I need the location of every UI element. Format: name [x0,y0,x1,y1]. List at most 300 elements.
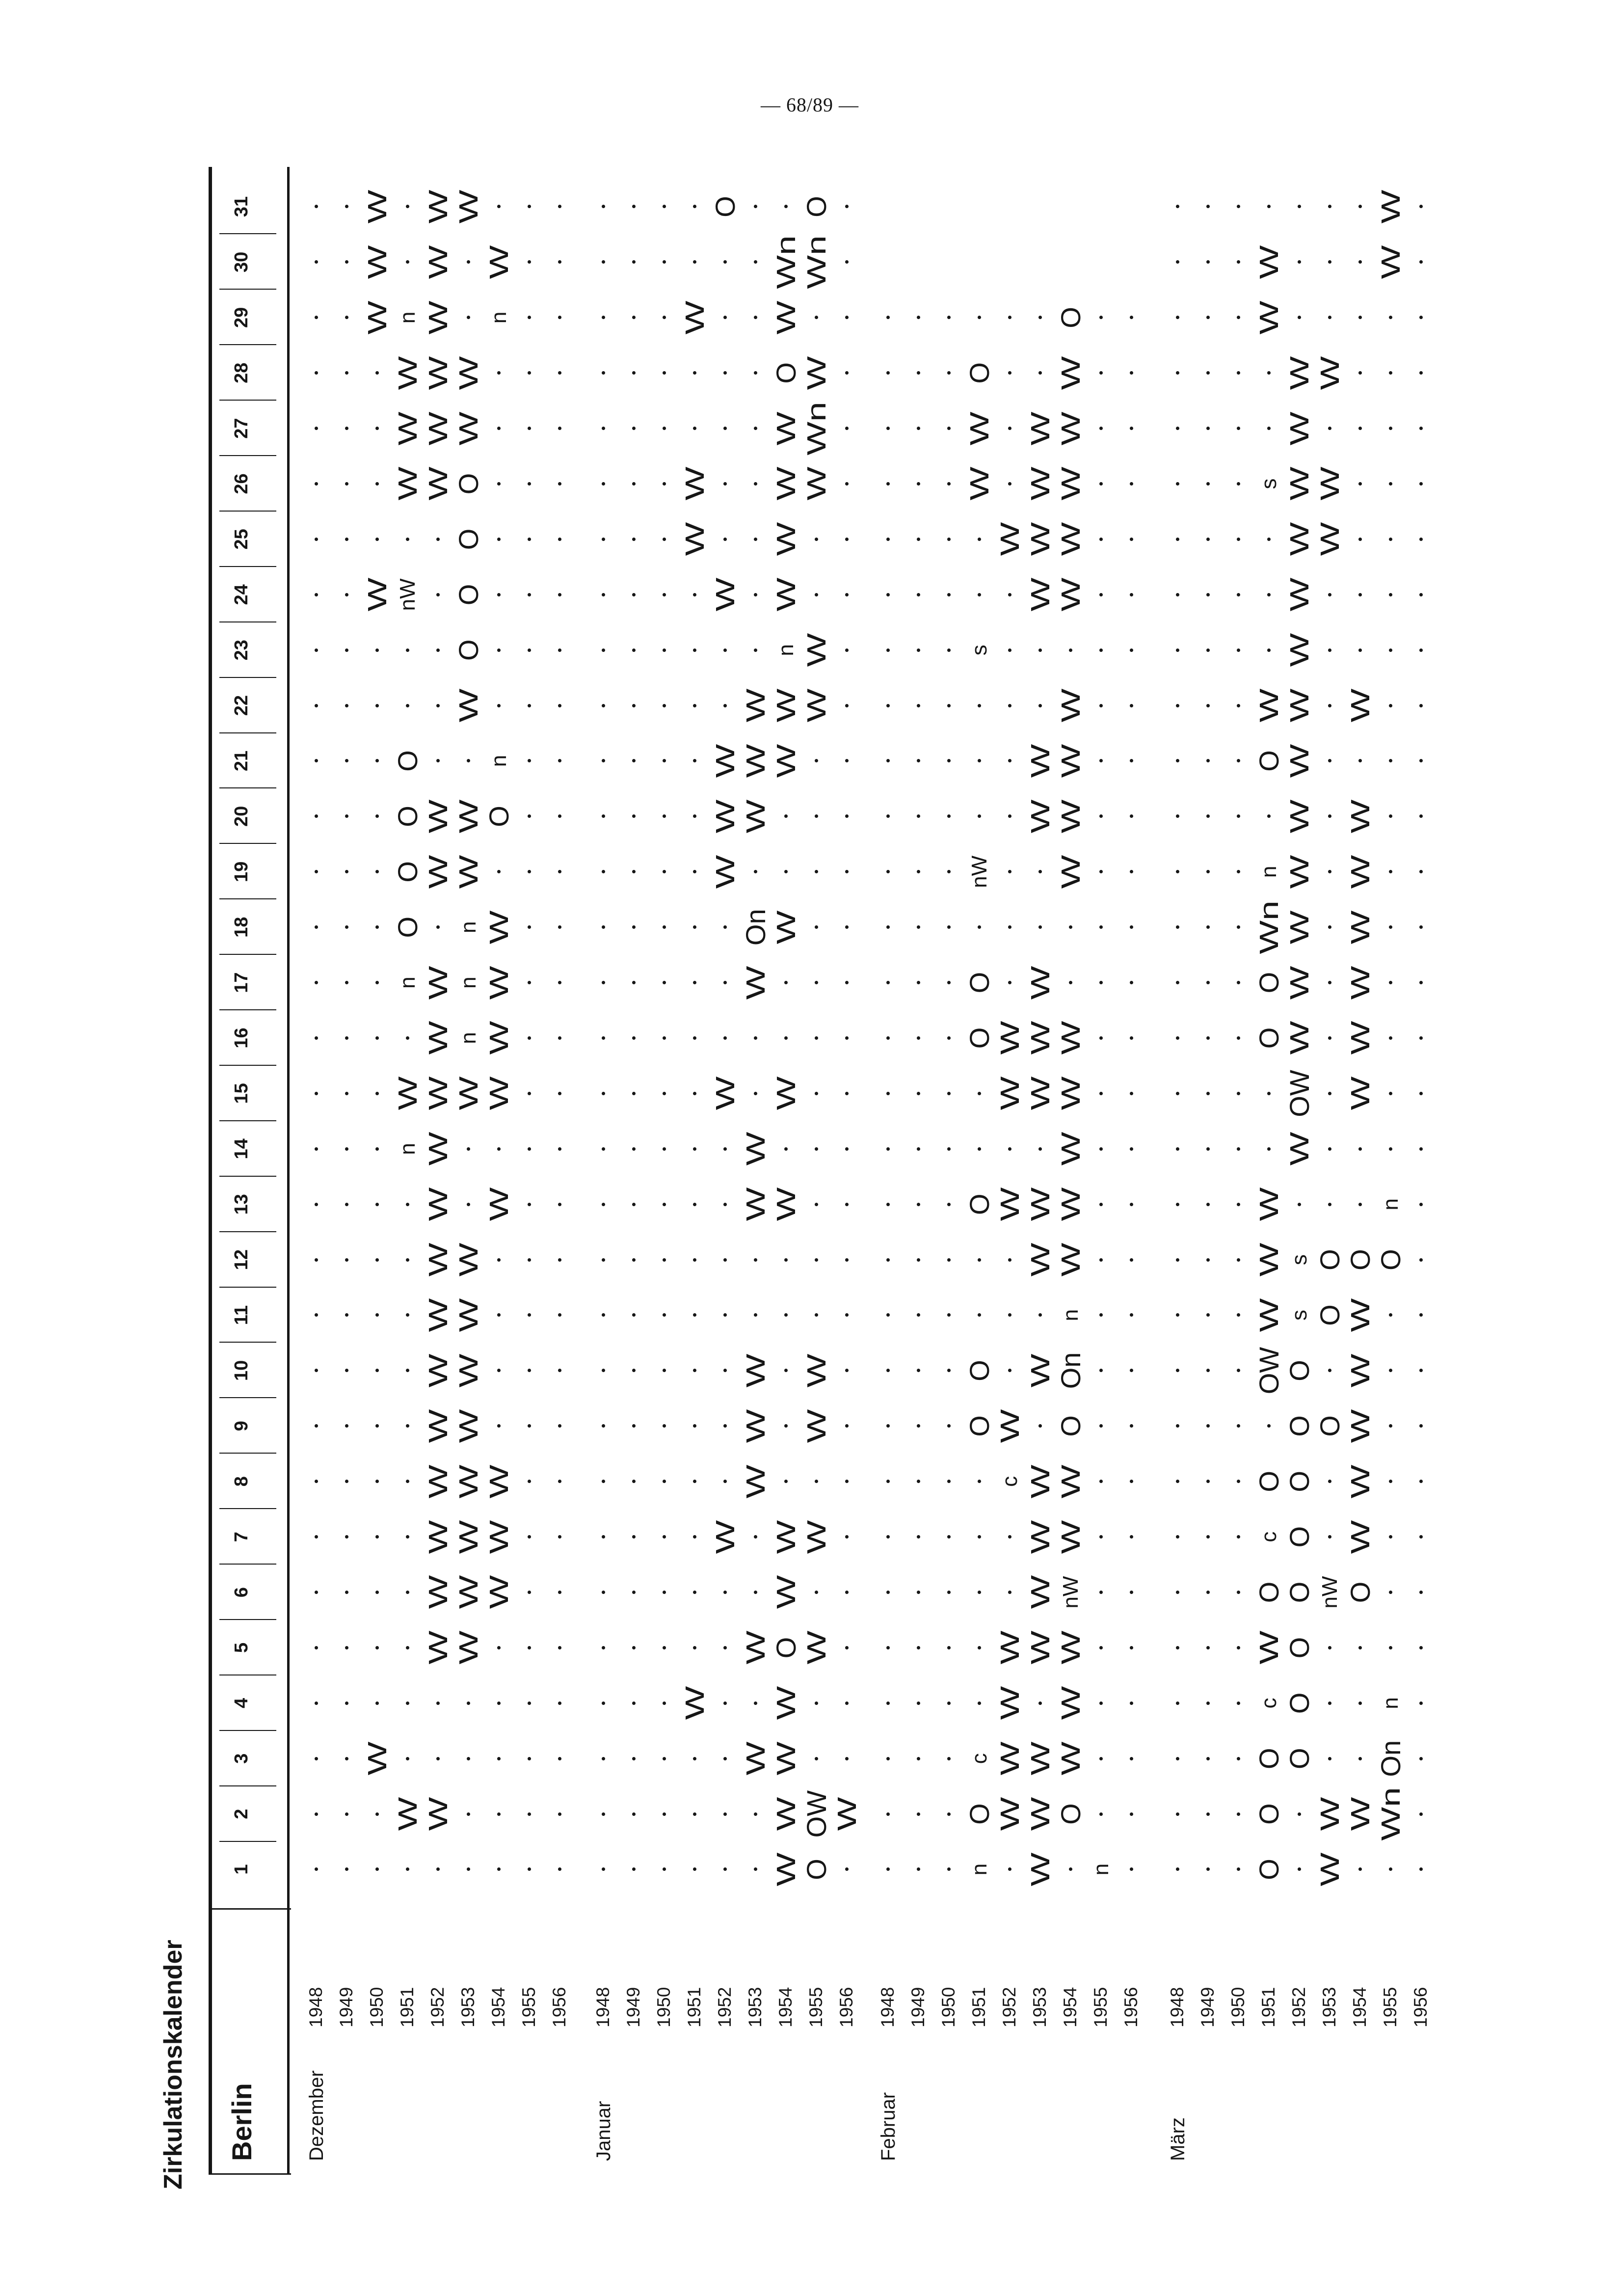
empty-day-dot [1206,1812,1210,1816]
empty-day-dot [754,1314,757,1317]
empty-day-dot [845,1702,849,1705]
empty-day-dot [1267,1092,1271,1095]
calendar-title: Zirkulationskalender [159,1940,187,2189]
empty-day-dot [406,648,409,652]
empty-day-dot [917,427,920,430]
empty-day-dot [1176,1868,1179,1871]
circulation-type-symbol: W [424,1187,453,1221]
day-number-header: 27 [231,418,252,439]
circulation-type-symbol: O [483,806,514,827]
circulation-type-symbol: W [1285,633,1314,667]
empty-day-dot [528,205,531,209]
empty-day-dot [558,593,561,596]
day-number-header: 19 [231,861,252,882]
circulation-type-symbol: O [1284,1470,1315,1492]
empty-day-dot [663,1868,666,1871]
empty-day-dot [917,316,920,319]
year-label: 1951 [1258,1987,1278,2027]
empty-day-dot [947,482,951,486]
empty-day-dot [663,205,666,209]
empty-day-dot [1008,316,1011,319]
empty-day-dot [558,1757,561,1760]
empty-day-dot [723,1868,727,1871]
circulation-type-symbol: W [1056,577,1086,612]
empty-day-dot [1237,482,1240,486]
circulation-type-symbol: W [995,1797,1025,1831]
empty-day-dot [1206,1868,1210,1871]
circulation-type-symbol: W [680,522,710,556]
empty-day-dot [1069,925,1072,929]
empty-day-dot [663,1812,666,1816]
empty-day-dot [528,648,531,652]
empty-day-dot [1130,1369,1133,1372]
empty-day-dot [947,1092,951,1095]
circulation-type-symbol: W [454,1409,483,1443]
empty-day-dot [406,1702,409,1705]
empty-day-dot [917,1203,920,1206]
empty-day-dot [663,1591,666,1594]
empty-day-dot [602,593,605,596]
circulation-type-symbol: W [1056,356,1086,390]
empty-day-dot [1176,1535,1179,1539]
empty-day-dot [345,1424,348,1428]
day-header-separator [219,455,276,456]
circulation-type-symbol: W [1285,910,1314,945]
empty-day-dot [917,1258,920,1262]
circulation-type-symbol: O [964,1193,995,1215]
circulation-type-symbol: W [711,855,740,889]
empty-day-dot [1389,1314,1392,1317]
empty-day-dot [497,1812,501,1816]
empty-day-dot [1389,538,1392,541]
empty-day-dot [1389,1868,1392,1871]
empty-day-dot [784,1258,788,1262]
circulation-type-symbol: W [1254,300,1284,335]
empty-day-dot [497,1868,501,1871]
empty-day-dot [754,427,757,430]
empty-day-dot [723,1591,727,1594]
empty-day-dot [1237,925,1240,929]
empty-day-dot [1130,1092,1133,1095]
circulation-type-symbol: W [711,744,740,778]
empty-day-dot [917,1314,920,1317]
circulation-type-symbol: W [1285,855,1314,889]
circulation-type-symbol: O [1253,1859,1284,1880]
empty-day-dot [558,1480,561,1483]
empty-day-dot [528,814,531,818]
empty-day-dot [1328,981,1331,984]
empty-day-dot [436,925,440,929]
empty-day-dot [1099,1036,1103,1040]
month-label: Dezember [306,2070,327,2161]
empty-day-dot [528,759,531,763]
empty-day-dot [558,1424,561,1428]
empty-day-dot [436,648,440,652]
empty-day-dot [947,1646,951,1649]
empty-day-dot [497,1314,501,1317]
empty-day-dot [693,1591,696,1594]
empty-day-dot [1298,316,1301,319]
empty-day-dot [1419,981,1423,984]
day-number-header: 22 [231,695,252,716]
empty-day-dot [917,1147,920,1151]
empty-day-dot [1176,648,1179,652]
empty-day-dot [978,1535,981,1539]
empty-day-dot [497,648,501,652]
empty-day-dot [663,1092,666,1095]
circulation-type-symbol: W [424,1243,453,1277]
empty-day-dot [1419,759,1423,763]
empty-day-dot [1130,1868,1133,1871]
empty-day-dot [1328,648,1331,652]
year-label: 1948 [593,1987,613,2027]
empty-day-dot [602,925,605,929]
circulation-type-symbol: W [1254,688,1284,723]
empty-day-dot [917,759,920,763]
empty-day-dot [917,870,920,873]
empty-day-dot [978,1258,981,1262]
empty-day-dot [978,538,981,541]
circulation-type-symbol: W [965,467,994,501]
empty-day-dot [406,1591,409,1594]
empty-day-dot [1206,482,1210,486]
empty-day-dot [947,1147,951,1151]
circulation-type-symbol: O [1284,1415,1315,1437]
empty-day-dot [528,1424,531,1428]
circulation-type-symbol: O [392,861,423,883]
empty-day-dot [815,1147,818,1151]
circulation-type-symbol: W [741,799,771,834]
circulation-type-symbol: W [1346,855,1375,889]
empty-day-dot [375,981,379,984]
empty-day-dot [1008,814,1011,818]
empty-day-dot [1206,648,1210,652]
empty-day-dot [558,1203,561,1206]
empty-day-dot [1358,1868,1362,1871]
empty-day-dot [845,482,849,486]
empty-day-dot [1099,704,1103,707]
year-label: 1950 [654,1987,674,2027]
circulation-type-symbol: O [1314,1415,1345,1437]
empty-day-dot [917,1702,920,1705]
circulation-type-symbol: W [1346,1797,1375,1831]
empty-day-dot [345,1535,348,1539]
empty-day-dot [1038,1702,1042,1705]
day-number-header: 6 [231,1587,252,1598]
empty-day-dot [375,1036,379,1040]
circulation-type-symbol: W [680,1686,710,1720]
empty-day-dot [315,1480,318,1483]
circulation-type-symbol: W [1285,467,1314,501]
circulation-type-symbol: W [1056,411,1086,446]
day-header-separator [219,843,276,844]
day-number-header: 26 [231,473,252,494]
circulation-type-symbol: O [392,916,423,938]
empty-day-dot [375,1535,379,1539]
empty-day-dot [1237,1702,1240,1705]
empty-day-dot [693,1646,696,1649]
empty-day-dot [315,1702,318,1705]
empty-day-dot [1358,1757,1362,1760]
empty-day-dot [917,925,920,929]
empty-day-dot [1176,1591,1179,1594]
empty-day-dot [723,1812,727,1816]
circulation-type-symbol: W [1026,799,1055,834]
empty-day-dot [406,1480,409,1483]
empty-day-dot [754,1591,757,1594]
circulation-type-symbol: W [1056,1741,1086,1776]
day-number-header: 5 [231,1642,252,1653]
empty-day-dot [754,1036,757,1040]
empty-day-dot [528,1036,531,1040]
empty-day-dot [1130,1314,1133,1317]
empty-day-dot [815,316,818,319]
empty-day-dot [663,1147,666,1151]
empty-day-dot [754,1092,757,1095]
circulation-type-symbol: W [1056,799,1086,834]
empty-day-dot [663,593,666,596]
empty-day-dot [947,1424,951,1428]
empty-day-dot [1237,1812,1240,1816]
circulation-type-symbol: W [484,1520,514,1554]
empty-day-dot [1099,482,1103,486]
empty-day-dot [1237,1258,1240,1262]
empty-day-dot [632,1314,636,1317]
empty-day-dot [1008,759,1011,763]
empty-day-dot [663,371,666,375]
empty-day-dot [1267,1147,1271,1151]
empty-day-dot [602,1369,605,1372]
empty-day-dot [1176,1646,1179,1649]
empty-day-dot [1419,1036,1423,1040]
empty-day-dot [1176,1757,1179,1760]
empty-day-dot [663,1314,666,1317]
empty-day-dot [978,704,981,707]
empty-day-dot [917,1535,920,1539]
empty-day-dot [784,1314,788,1317]
empty-day-dot [978,1480,981,1483]
empty-day-dot [723,704,727,707]
year-label: 1951 [969,1987,989,2027]
circulation-type-symbol: W [1254,1631,1284,1665]
circulation-type-symbol: O [1284,1637,1315,1659]
year-label: 1955 [519,1987,539,2027]
day-number-header: 11 [231,1305,252,1325]
empty-day-dot [723,981,727,984]
empty-day-dot [632,316,636,319]
empty-day-dot [693,1535,696,1539]
empty-day-dot [375,704,379,707]
empty-day-dot [1328,1092,1331,1095]
empty-day-dot [1008,981,1011,984]
circulation-type-symbol: W [1346,799,1375,834]
circulation-type-symbol: O [1055,307,1086,328]
empty-day-dot [1237,1092,1240,1095]
circulation-type-symbol: W [965,411,994,446]
empty-day-dot [375,759,379,763]
circulation-type-symbol: n [967,1863,991,1876]
empty-day-dot [886,427,890,430]
empty-day-dot [1328,260,1331,264]
empty-day-dot [558,1591,561,1594]
circulation-type-symbol: W [741,1409,771,1443]
empty-day-dot [602,316,605,319]
empty-day-dot [345,925,348,929]
empty-day-dot [315,1147,318,1151]
empty-day-dot [723,1314,727,1317]
circulation-type-symbol: c [1257,1698,1281,1709]
empty-day-dot [917,981,920,984]
empty-day-dot [947,1480,951,1483]
empty-day-dot [1176,260,1179,264]
empty-day-dot [1419,1591,1423,1594]
circulation-type-symbol: On [1055,1352,1086,1389]
circulation-type-symbol: W [454,1298,483,1332]
empty-day-dot [1206,1203,1210,1206]
empty-day-dot [315,1369,318,1372]
circulation-type-symbol: W [424,1298,453,1332]
empty-day-dot [978,593,981,596]
circulation-type-symbol: W [802,688,831,723]
empty-day-dot [663,1203,666,1206]
circulation-type-symbol: OW [801,1790,832,1838]
empty-day-dot [1237,759,1240,763]
empty-day-dot [917,1868,920,1871]
empty-day-dot [345,1314,348,1317]
empty-day-dot [497,1147,501,1151]
empty-day-dot [1099,1424,1103,1428]
empty-day-dot [1389,371,1392,375]
empty-day-dot [1099,1812,1103,1816]
circulation-type-symbol: O [771,1637,801,1659]
empty-day-dot [497,371,501,375]
empty-day-dot [1237,427,1240,430]
empty-day-dot [632,205,636,209]
empty-day-dot [723,1646,727,1649]
circulation-type-symbol: n [1379,1697,1403,1709]
empty-day-dot [917,1369,920,1372]
empty-day-dot [1130,1646,1133,1649]
empty-day-dot [845,648,849,652]
day-number-header: 28 [231,362,252,383]
empty-day-dot [947,1369,951,1372]
empty-day-dot [1237,1369,1240,1372]
empty-day-dot [845,1480,849,1483]
circulation-type-symbol: W [424,1575,453,1609]
year-label: 1952 [715,1987,735,2027]
empty-day-dot [917,814,920,818]
circulation-type-symbol: W [1056,855,1086,889]
empty-day-dot [1358,648,1362,652]
empty-day-dot [917,1424,920,1428]
circulation-type-symbol: W [1285,522,1314,556]
empty-day-dot [886,1036,890,1040]
empty-day-dot [1328,925,1331,929]
circulation-type-symbol: W [1315,1852,1345,1887]
empty-day-dot [1008,482,1011,486]
empty-day-dot [1267,427,1271,430]
empty-day-dot [947,593,951,596]
circulation-type-symbol: W [1285,1021,1314,1055]
empty-day-dot [1206,1757,1210,1760]
empty-day-dot [1206,814,1210,818]
empty-day-dot [1389,482,1392,486]
empty-day-dot [375,814,379,818]
empty-day-dot [1419,1535,1423,1539]
circulation-type-symbol: Wn [1376,1787,1406,1841]
empty-day-dot [886,1258,890,1262]
circulation-type-symbol: W [1026,1021,1055,1055]
empty-day-dot [1237,205,1240,209]
circulation-type-symbol: W [484,1021,514,1055]
day-number-header: 4 [231,1698,252,1708]
circulation-type-symbol: O [1055,1415,1086,1437]
empty-day-dot [663,1702,666,1705]
empty-day-dot [917,538,920,541]
empty-day-dot [1130,1036,1133,1040]
empty-day-dot [558,427,561,430]
empty-day-dot [1237,1147,1240,1151]
empty-day-dot [1328,704,1331,707]
table-left-rule [209,2173,291,2175]
circulation-type-symbol: W [424,300,453,335]
circulation-type-symbol: W [1026,1187,1055,1221]
empty-day-dot [1099,1369,1103,1372]
empty-day-dot [723,1036,727,1040]
empty-day-dot [1130,1591,1133,1594]
circulation-type-symbol: W [1026,467,1055,501]
empty-day-dot [1237,870,1240,873]
circulation-type-symbol: W [484,1575,514,1609]
circulation-type-symbol: W [995,1409,1025,1443]
empty-day-dot [1008,1314,1011,1317]
empty-day-dot [754,1812,757,1816]
circulation-type-symbol: OW [1284,1070,1315,1117]
empty-day-dot [754,205,757,209]
empty-day-dot [947,1036,951,1040]
empty-day-dot [663,1535,666,1539]
empty-day-dot [1298,205,1301,209]
empty-day-dot [723,1203,727,1206]
circulation-type-symbol: W [424,189,453,224]
year-label: 1953 [458,1987,478,2027]
empty-day-dot [886,814,890,818]
circulation-type-symbol: W [454,1077,483,1110]
empty-day-dot [723,1702,727,1705]
empty-day-dot [632,427,636,430]
circulation-type-symbol: O [1253,1748,1284,1769]
empty-day-dot [917,371,920,375]
month-label: Januar [593,2101,614,2161]
empty-day-dot [886,1480,890,1483]
empty-day-dot [1206,1258,1210,1262]
empty-day-dot [558,870,561,873]
empty-day-dot [315,1535,318,1539]
empty-day-dot [1130,371,1133,375]
empty-day-dot [1237,1314,1240,1317]
empty-day-dot [528,1369,531,1372]
empty-day-dot [1130,1702,1133,1705]
empty-day-dot [1358,260,1362,264]
empty-day-dot [1358,205,1362,209]
year-label: 1953 [745,1987,765,2027]
circulation-type-symbol: OW [1253,1347,1284,1395]
empty-day-dot [467,260,470,264]
circulation-type-symbol: W [424,1353,453,1388]
empty-day-dot [1099,1591,1103,1594]
empty-day-dot [1389,1591,1392,1594]
circulation-type-symbol: O [964,1803,995,1825]
